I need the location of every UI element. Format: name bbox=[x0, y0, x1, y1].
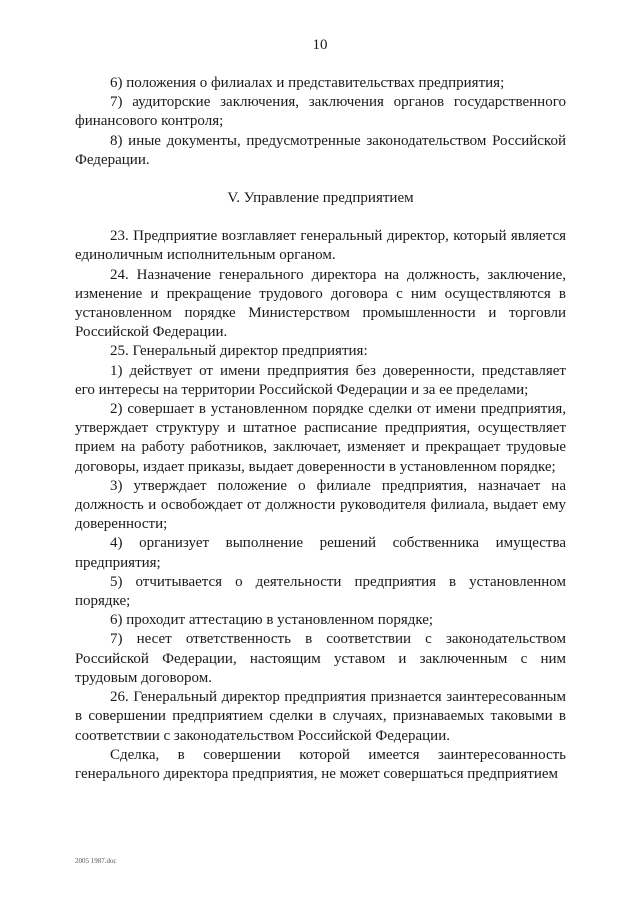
list-item: 4) организует выполнение решений собственника имущества предприятия; bbox=[75, 535, 566, 571]
section-heading: V. Управление предприятием bbox=[227, 190, 414, 207]
list-item: 5) отчитывается о деятельности предприятия в установленном порядке; bbox=[75, 573, 566, 610]
clause-paragraph: 26. Генеральный директор предприятия признается заинтересованным в совершении предприятием сделки в случаях, признаваемых таковыми в соответствии с законодательством Российской Федерации. bbox=[75, 689, 566, 744]
document-body bbox=[75, 74, 566, 784]
list-item: 3) утверждает положение о филиале предприятия, назначает на должность и освобождает от должности руководителя филиала, выдает ему доверенности; bbox=[75, 477, 566, 533]
file-name-footer: 2005 1987.doc bbox=[75, 857, 117, 865]
list-item: 6) положения о филиалах и представительствах предприятия; bbox=[110, 75, 505, 91]
list-item: 6) проходит аттестацию в установленном порядке; bbox=[110, 612, 434, 629]
list-item: 7) аудиторские заключения, заключения органов государственного финансового контроля; bbox=[75, 94, 566, 130]
clause-paragraph: 25. Генеральный директор предприятия: bbox=[110, 343, 368, 360]
clause-paragraph: 23. Предприятие возглавляет генеральный директор, который является единоличным исполнительным органом. bbox=[75, 228, 566, 264]
clause-paragraph: 24. Назначение генерального директора на должность, заключение, изменение и прекращение трудового договора с ним осуществляются в установленном порядке Министерством промышленности и торговли Российской Федерации. bbox=[75, 266, 566, 341]
list-item: 2) совершает в установленном порядке сделки от имени предприятия, утверждает структуру и штатное расписание предприятия, осуществляет прием на работу работников, заключает, изменяет и прекращает трудовые договоры, издает приказы, выдает доверенности в установленном порядке; bbox=[75, 401, 566, 475]
list-item: 7) несет ответственность в соответствии с законодательством Российской Федерации, настоящим уставом и заключенным с ним трудовым договором. bbox=[75, 631, 566, 686]
list-item: 1) действует от имени предприятия без доверенности, представляет его интересы на территории Российской Федерации и за ее пределами; bbox=[75, 362, 566, 398]
list-item: 8) иные документы, предусмотренные законодательством Российской Федерации. bbox=[75, 132, 566, 168]
page-number: 10 bbox=[312, 37, 328, 53]
clause-paragraph: Сделка, в совершении которой имеется заинтересованность генерального директора предприятия, не может совершаться предприятием bbox=[75, 746, 566, 782]
